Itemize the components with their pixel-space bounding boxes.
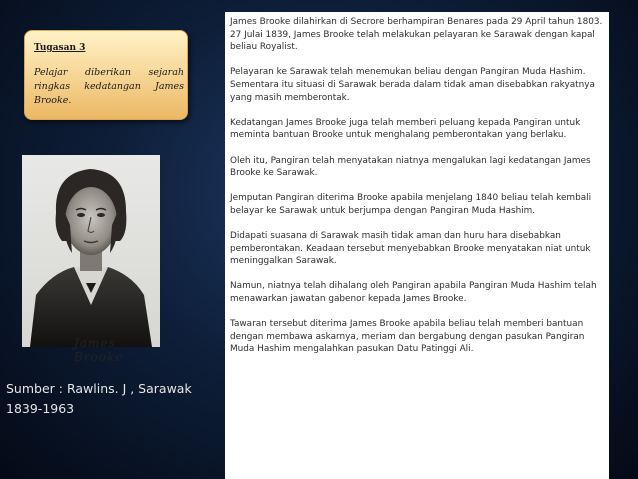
paragraph: Jemputan Pangiran diterima Brooke apabila menjelang 1840 beliau telah kembali belayar ke Sarawak untuk berjumpa dengan Pangiran Muda Hashim.	[230, 193, 592, 216]
paragraph: 27 Julai 1839, James Brooke telah melakukan pelayaran ke Sarawak dengan kapal beliau Royalist.	[230, 29, 595, 53]
paragraph: Tawaran tersebut diterima James Brooke apabila beliau telah memberi bantuan dengan membawa askarnya, meriam dan bergabung dengan pasukan Pangiran Muda Hashim mengalahkan pasukan Datu Patinggi Ali.	[230, 319, 585, 355]
task-title: Tugasan 3	[34, 43, 86, 53]
paragraph: Didapati suasana di Sarawak masih tidak aman dan huru hara disebabkan pemberontakan. Keadaan tersebut menyebabkan Brooke menyatakan niat untuk meninggalkan Sarawak.	[230, 231, 591, 267]
portrait-image	[22, 155, 160, 364]
portrait-drawing	[22, 155, 160, 347]
paragraph: Kedatangan James Brooke juga telah memberi peluang kepada Pangiran untuk meminta bantuan Brooke untuk menghalang pemberontakan yang berlaku.	[230, 117, 581, 141]
task-box	[24, 30, 188, 120]
portrait-caption: James Brooke	[74, 336, 124, 364]
source-citation: Sumber : Rawlins. J , Sarawak 1839-1963	[6, 381, 192, 416]
paragraph: Namun, niatnya telah dihalang oleh Pangiran apabila Pangiran Muda Hashim telah menawarkan jawatan gabenor kepada James Brooke.	[230, 281, 597, 305]
history-text-panel	[225, 12, 609, 479]
paragraph: Pelayaran ke Sarawak telah menemukan beliau dengan Pangiran Muda Hashim. Sementara itu situasi di Sarawak berada dalam tidak aman disebabkan rakyatnya yang masih memberontak.	[230, 67, 595, 103]
paragraph: Oleh itu, Pangiran telah menyatakan niatnya mengalukan lagi kedatangan James Brooke ke Sarawak.	[230, 155, 591, 179]
paragraph: James Brooke dilahirkan di Secrore berhampiran Benares pada 29 April tahun 1803.	[230, 17, 603, 27]
task-description: Pelajar diberikan sejarah ringkas kedatangan James Brooke.	[34, 67, 184, 106]
